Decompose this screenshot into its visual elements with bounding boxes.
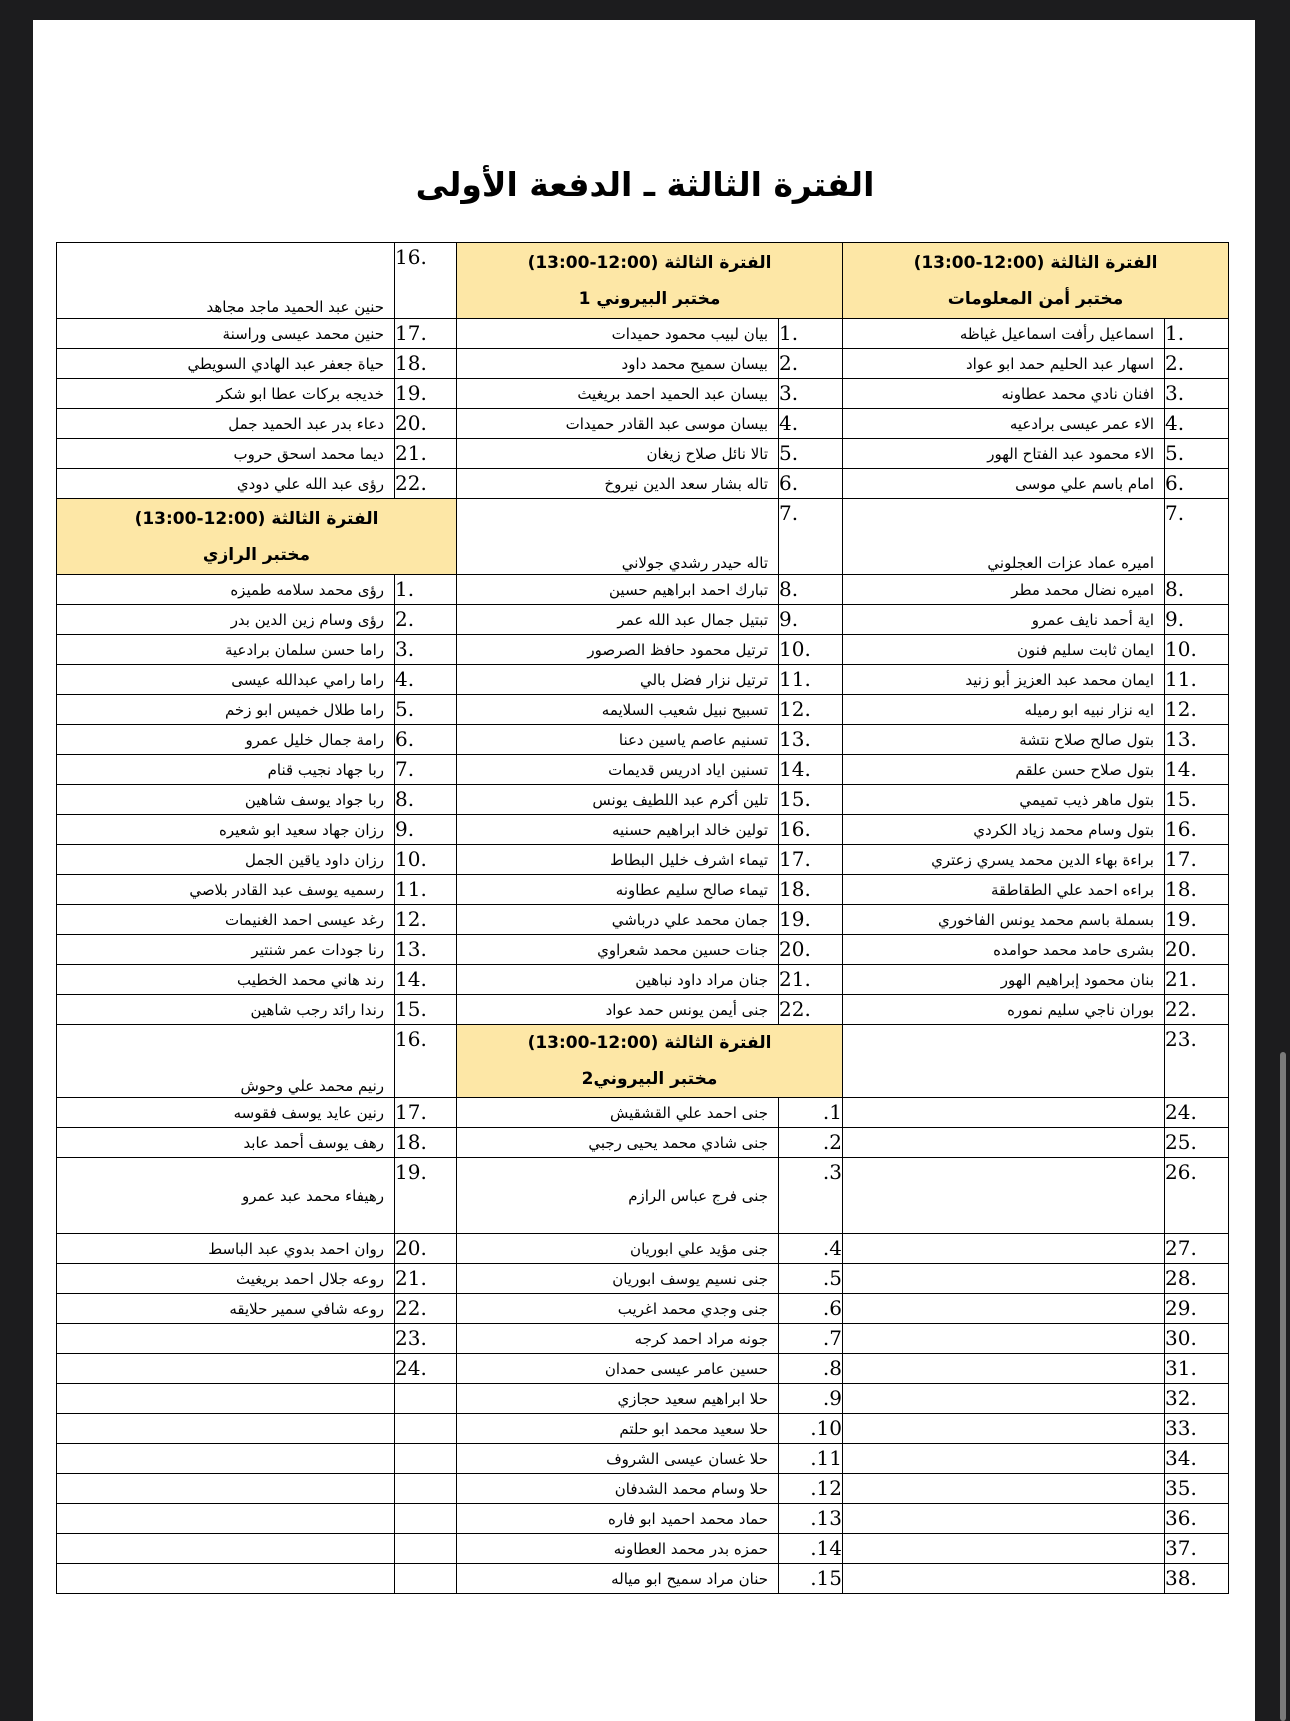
table-row (57, 965, 1229, 995)
row-number: .11 (779, 1444, 843, 1474)
student-name: روعه جلال احمد بريغيث (57, 1264, 395, 1294)
student-name: ربا جهاد نجيب قنام (57, 755, 395, 785)
student-name: تيماء صالح سليم عطاونه (457, 875, 779, 905)
table-row (57, 605, 1229, 635)
student-name: رزان جهاد سعيد ابو شعيره (57, 815, 395, 845)
lab-period: الفترة الثالثة (12:00-13:00) (527, 252, 772, 273)
student-name: الاء محمود عبد الفتاح الهور (843, 439, 1165, 469)
student-name: اميره عماد عزات العجلوني (843, 499, 1165, 575)
student-name: بيان لبيب محمود حميدات (457, 319, 779, 349)
student-name: تسبيح نبيل شعيب السلايمه (457, 695, 779, 725)
row-number: 25. (1165, 1128, 1229, 1158)
student-name: روعه شافي سمير حلايقه (57, 1294, 395, 1324)
row-number: 20. (779, 935, 843, 965)
lab-name: مختبر البيروني 1 (578, 288, 721, 309)
student-name (57, 1324, 395, 1354)
student-name: راما رامي عبدالله عيسى (57, 665, 395, 695)
lab-name: مختبر البيروني2 (581, 1069, 718, 1089)
table-row (57, 575, 1229, 605)
student-name: دعاء بدر عبد الحميد جمل (57, 409, 395, 439)
student-name: رنين عايد يوسف فقوسه (57, 1098, 395, 1128)
row-number: 21. (779, 965, 843, 995)
student-name: بتول ماهر ذيب تميمي (843, 785, 1165, 815)
row-number: 8. (779, 575, 843, 605)
student-name: جونه مراد احمد كرجه (457, 1324, 779, 1354)
lab-header-biruni2 (457, 1025, 843, 1098)
row-number: 7. (1165, 499, 1229, 575)
student-name: رسميه يوسف عبد القادر بلاصي (57, 875, 395, 905)
table-row (57, 1534, 1229, 1564)
row-number: 34. (1165, 1444, 1229, 1474)
student-name: تلين أكرم عبد اللطيف يونس (457, 785, 779, 815)
student-name: بتول وسام محمد زياد الكردي (843, 815, 1165, 845)
student-name: تيماء اشرف خليل البطاط (457, 845, 779, 875)
row-number: 30. (1165, 1324, 1229, 1354)
lab-header-razi (57, 499, 457, 575)
row-number: 19. (395, 1158, 457, 1234)
row-number: 33. (1165, 1414, 1229, 1444)
row-number: 12. (1165, 695, 1229, 725)
student-name (843, 1474, 1165, 1504)
page-title: الفترة الثالثة ـ الدفعة الأولى (415, 165, 875, 204)
row-number: 1. (395, 575, 457, 605)
row-number: 3. (1165, 379, 1229, 409)
student-name (843, 1384, 1165, 1414)
row-number: 5. (1165, 439, 1229, 469)
student-name: حلا سعيد محمد ابو حلتم (457, 1414, 779, 1444)
student-name (843, 1504, 1165, 1534)
table-row (57, 635, 1229, 665)
student-name: تالا نائل صلاح زيغان (457, 439, 779, 469)
row-number: 20. (395, 1234, 457, 1264)
table-row (57, 1324, 1229, 1354)
row-number: 2. (395, 605, 457, 635)
row-number: 15. (1165, 785, 1229, 815)
row-number: 13. (1165, 725, 1229, 755)
row-number: 22. (395, 469, 457, 499)
row-number: 17. (779, 845, 843, 875)
row-number: 12. (779, 695, 843, 725)
student-name (843, 1158, 1165, 1234)
row-number: 20. (395, 409, 457, 439)
student-name: براءة بهاء الدين محمد يسري زعتري (843, 845, 1165, 875)
empty-cell (395, 1504, 457, 1534)
student-name: رؤى محمد سلامه طميزه (57, 575, 395, 605)
row-number: 19. (1165, 905, 1229, 935)
row-number: 8. (1165, 575, 1229, 605)
lab-period: الفترة الثالثة (12:00-13:00) (913, 252, 1158, 273)
row-number: 16. (395, 1025, 457, 1098)
student-name: خديجه بركات عطا ابو شكر (57, 379, 395, 409)
student-name: راما طلال خميس ابو زخم (57, 695, 395, 725)
student-name: بيسان موسى عبد القادر حميدات (457, 409, 779, 439)
student-name: رهف يوسف أحمد عابد (57, 1128, 395, 1158)
row-number: .7 (779, 1324, 843, 1354)
table-row (57, 905, 1229, 935)
student-name: ديما محمد اسحق حروب (57, 439, 395, 469)
student-name (57, 1354, 395, 1384)
row-number: 8. (395, 785, 457, 815)
table-row (57, 875, 1229, 905)
student-name: حلا ابراهيم سعيد حجازي (457, 1384, 779, 1414)
row-number: 16. (1165, 815, 1229, 845)
row-number: 14. (779, 755, 843, 785)
student-name: رامة جمال خليل عمرو (57, 725, 395, 755)
row-number: 18. (1165, 875, 1229, 905)
student-name: جنات حسين محمد شعراوي (457, 935, 779, 965)
student-name: تبتيل جمال عبد الله عمر (457, 605, 779, 635)
row-number: 19. (779, 905, 843, 935)
row-number: .2 (779, 1128, 843, 1158)
empty-cell (395, 1474, 457, 1504)
lab-period: الفترة الثالثة (12:00-13:00) (527, 1033, 772, 1053)
student-name: اميره نضال محمد مطر (843, 575, 1165, 605)
row-number: 7. (395, 755, 457, 785)
student-name: بشرى حامد محمد حوامده (843, 935, 1165, 965)
row-number: 24. (395, 1354, 457, 1384)
row-number: 27. (1165, 1234, 1229, 1264)
student-name: جنى نسيم يوسف ابوريان (457, 1264, 779, 1294)
table-row (57, 935, 1229, 965)
student-name: حلا وسام محمد الشدفان (457, 1474, 779, 1504)
row-number: 4. (779, 409, 843, 439)
student-name: جنى احمد علي القشقيش (457, 1098, 779, 1128)
table-row (57, 439, 1229, 469)
row-number: 5. (395, 695, 457, 725)
row-number: .15 (779, 1564, 843, 1594)
row-number: 3. (395, 635, 457, 665)
student-name: حنان مراد سميح ابو مياله (457, 1564, 779, 1594)
row-number: 22. (1165, 995, 1229, 1025)
row-number: 38. (1165, 1564, 1229, 1594)
lab-period: الفترة الثالثة (12:00-13:00) (134, 508, 379, 529)
student-name: بيسان سميح محمد داود (457, 349, 779, 379)
student-name: حنين محمد عيسى وراسنة (57, 319, 395, 349)
student-name: ايمان ثابت سليم فنون (843, 635, 1165, 665)
row-number: .10 (779, 1414, 843, 1444)
scrollbar[interactable] (1280, 1052, 1286, 1721)
row-number: 9. (395, 815, 457, 845)
table-row (57, 319, 1229, 349)
student-name: جنى وجدي محمد اغريب (457, 1294, 779, 1324)
table-row (57, 845, 1229, 875)
table-row (57, 349, 1229, 379)
row-number: 1. (1165, 319, 1229, 349)
student-name: حلا غسان عيسى الشروف (457, 1444, 779, 1474)
row-number: .8 (779, 1354, 843, 1384)
row-number: 36. (1165, 1504, 1229, 1534)
student-name: حنين عبد الحميد ماجد مجاهد (57, 243, 395, 319)
student-name: بيسان عبد الحميد احمد بريغيث (457, 379, 779, 409)
table-row (57, 755, 1229, 785)
student-name (843, 1025, 1165, 1098)
student-name: تسنين اياد ادريس قديمات (457, 755, 779, 785)
row-number: 13. (779, 725, 843, 755)
student-name: الاء عمر عيسى برادعيه (843, 409, 1165, 439)
table-row (57, 695, 1229, 725)
row-number: 13. (395, 935, 457, 965)
row-number: 23. (395, 1324, 457, 1354)
student-name: رند هاني محمد الخطيب (57, 965, 395, 995)
empty-cell (57, 1504, 395, 1534)
student-name: بوران ناجي سليم نموره (843, 995, 1165, 1025)
row-number: 22. (779, 995, 843, 1025)
empty-cell (57, 1384, 395, 1414)
row-number: .1 (779, 1098, 843, 1128)
row-number: 26. (1165, 1158, 1229, 1234)
schedule-table (56, 242, 1229, 1594)
table-row (57, 409, 1229, 439)
table-row (57, 379, 1229, 409)
row-number: 1. (779, 319, 843, 349)
student-name: حماد محمد احميد ابو فاره (457, 1504, 779, 1534)
table-row (57, 1474, 1229, 1504)
row-number: .13 (779, 1504, 843, 1534)
student-name (843, 1324, 1165, 1354)
student-name: راما حسن سلمان برادعية (57, 635, 395, 665)
empty-cell (57, 1534, 395, 1564)
row-number: 9. (1165, 605, 1229, 635)
student-name: بسملة باسم محمد يونس الفاخوري (843, 905, 1165, 935)
row-number: .14 (779, 1534, 843, 1564)
lab-name: مختبر أمن المعلومات (947, 288, 1124, 309)
table-row (57, 995, 1229, 1025)
table-row (57, 725, 1229, 755)
row-number: 12. (395, 905, 457, 935)
student-name: روان احمد بدوي عبد الباسط (57, 1234, 395, 1264)
student-name (843, 1534, 1165, 1564)
row-number: .4 (779, 1234, 843, 1264)
lab-name: مختبر الرازي (202, 544, 311, 565)
row-number: 11. (779, 665, 843, 695)
row-number: 21. (395, 1264, 457, 1294)
student-name: رزان داود ياقين الجمل (57, 845, 395, 875)
student-name (843, 1264, 1165, 1294)
student-name: جنى أيمن يونس حمد عواد (457, 995, 779, 1025)
student-name: جمان محمد علي درباشي (457, 905, 779, 935)
student-name (843, 1414, 1165, 1444)
student-name: رؤى وسام زين الدين بدر (57, 605, 395, 635)
row-number: 16. (779, 815, 843, 845)
student-name: بتول صالح صلاح نتشة (843, 725, 1165, 755)
row-number: 35. (1165, 1474, 1229, 1504)
row-number: 4. (395, 665, 457, 695)
table-row (57, 1564, 1229, 1594)
student-name (843, 1098, 1165, 1128)
row-number: 18. (779, 875, 843, 905)
student-name (843, 1294, 1165, 1324)
student-name (843, 1128, 1165, 1158)
row-number: 17. (1165, 845, 1229, 875)
student-name: ترتيل نزار فضل بالي (457, 665, 779, 695)
row-number: 23. (1165, 1025, 1229, 1098)
row-number: 6. (1165, 469, 1229, 499)
row-number: 3. (779, 379, 843, 409)
table-row (57, 1234, 1229, 1264)
row-number: 19. (395, 379, 457, 409)
row-number: .3 (779, 1158, 843, 1234)
table-row (57, 1414, 1229, 1444)
student-name: جنى مؤيد علي ابوريان (457, 1234, 779, 1264)
student-name: رؤى عبد الله علي دودي (57, 469, 395, 499)
row-number: 7. (779, 499, 843, 575)
student-name: حسين عامر عيسى حمدان (457, 1354, 779, 1384)
row-number: 15. (779, 785, 843, 815)
row-number: 6. (395, 725, 457, 755)
empty-cell (57, 1444, 395, 1474)
row-number: 22. (395, 1294, 457, 1324)
table-row (57, 1444, 1229, 1474)
student-name: اسماعيل رأفت اسماعيل غياظه (843, 319, 1165, 349)
table-row (57, 1264, 1229, 1294)
student-name: ايه نزار نبيه ابو رميله (843, 695, 1165, 725)
row-number: 9. (779, 605, 843, 635)
empty-cell (57, 1474, 395, 1504)
row-number: 18. (395, 349, 457, 379)
table-row (57, 815, 1229, 845)
student-name: جنى فرج عباس الرازم (457, 1158, 779, 1234)
student-name: تسنيم عاصم ياسين دعنا (457, 725, 779, 755)
row-number: .12 (779, 1474, 843, 1504)
student-name (843, 1564, 1165, 1594)
empty-cell (395, 1414, 457, 1444)
empty-cell (395, 1564, 457, 1594)
student-name (843, 1444, 1165, 1474)
student-name: تولين خالد ابراهيم حسنيه (457, 815, 779, 845)
student-name: جنان مراد داود نباهين (457, 965, 779, 995)
empty-cell (57, 1564, 395, 1594)
lab-header-amn (843, 243, 1229, 319)
row-number: 14. (395, 965, 457, 995)
row-number: 37. (1165, 1534, 1229, 1564)
row-number: .5 (779, 1264, 843, 1294)
lab-header-biruni1 (457, 243, 843, 319)
table-row (57, 1384, 1229, 1414)
student-name: ايمان محمد عبد العزيز أبو زنيد (843, 665, 1165, 695)
row-number: 18. (395, 1128, 457, 1158)
student-name: رنا جودات عمر شنتير (57, 935, 395, 965)
table-row (57, 1354, 1229, 1384)
row-number: 29. (1165, 1294, 1229, 1324)
student-name: تاله بشار سعد الدين نيروخ (457, 469, 779, 499)
row-number: 2. (1165, 349, 1229, 379)
table-row (57, 1025, 1229, 1098)
student-name: افنان نادي محمد عطاونه (843, 379, 1165, 409)
student-name: حياة جعفر عبد الهادي السويطي (57, 349, 395, 379)
empty-cell (395, 1444, 457, 1474)
empty-cell (57, 1414, 395, 1444)
row-number: 11. (1165, 665, 1229, 695)
table-row (57, 665, 1229, 695)
row-number: .9 (779, 1384, 843, 1414)
table-row (57, 243, 1229, 319)
student-name: ربا جواد يوسف شاهين (57, 785, 395, 815)
student-name: رنيم محمد علي وحوش (57, 1025, 395, 1098)
row-number: 17. (395, 319, 457, 349)
row-number: 21. (395, 439, 457, 469)
empty-cell (395, 1384, 457, 1414)
student-name (843, 1234, 1165, 1264)
table-row (57, 1504, 1229, 1534)
student-name: بنان محمود إبراهيم الهور (843, 965, 1165, 995)
row-number: 10. (1165, 635, 1229, 665)
row-number: 24. (1165, 1098, 1229, 1128)
student-name: بتول صلاح حسن علقم (843, 755, 1165, 785)
student-name: براءه احمد علي الطقاطقة (843, 875, 1165, 905)
row-number: 32. (1165, 1384, 1229, 1414)
row-number: .6 (779, 1294, 843, 1324)
table-row (57, 499, 1229, 575)
student-name: امام باسم علي موسى (843, 469, 1165, 499)
row-number: 17. (395, 1098, 457, 1128)
student-name: جنى شادي محمد يحيى رجبي (457, 1128, 779, 1158)
row-number: 6. (779, 469, 843, 499)
table-row (57, 469, 1229, 499)
row-number: 4. (1165, 409, 1229, 439)
row-number: 10. (395, 845, 457, 875)
student-name: حمزه بدر محمد العطاونه (457, 1534, 779, 1564)
table-row (57, 1158, 1229, 1234)
table-row (57, 1128, 1229, 1158)
row-number: 2. (779, 349, 843, 379)
row-number: 14. (1165, 755, 1229, 785)
student-name: اسهار عبد الحليم حمد ابو عواد (843, 349, 1165, 379)
student-name (843, 1354, 1165, 1384)
student-name: تاله حيدر رشدي جولاني (457, 499, 779, 575)
student-name: اية أحمد نايف عمرو (843, 605, 1165, 635)
table-row (57, 1294, 1229, 1324)
row-number: 28. (1165, 1264, 1229, 1294)
table-row (57, 1098, 1229, 1128)
student-name: رهيفاء محمد عبد عمرو (57, 1158, 395, 1234)
empty-cell (395, 1534, 457, 1564)
student-name: رندا رائد رجب شاهين (57, 995, 395, 1025)
row-number: 10. (779, 635, 843, 665)
row-number: 16. (395, 243, 457, 319)
row-number: 31. (1165, 1354, 1229, 1384)
student-name: تبارك احمد ابراهيم حسين (457, 575, 779, 605)
row-number: 20. (1165, 935, 1229, 965)
student-name: ترتيل محمود حافظ الصرصور (457, 635, 779, 665)
table-row (57, 785, 1229, 815)
row-number: 5. (779, 439, 843, 469)
row-number: 15. (395, 995, 457, 1025)
row-number: 21. (1165, 965, 1229, 995)
student-name: رغد عيسى احمد الغنيمات (57, 905, 395, 935)
row-number: 11. (395, 875, 457, 905)
